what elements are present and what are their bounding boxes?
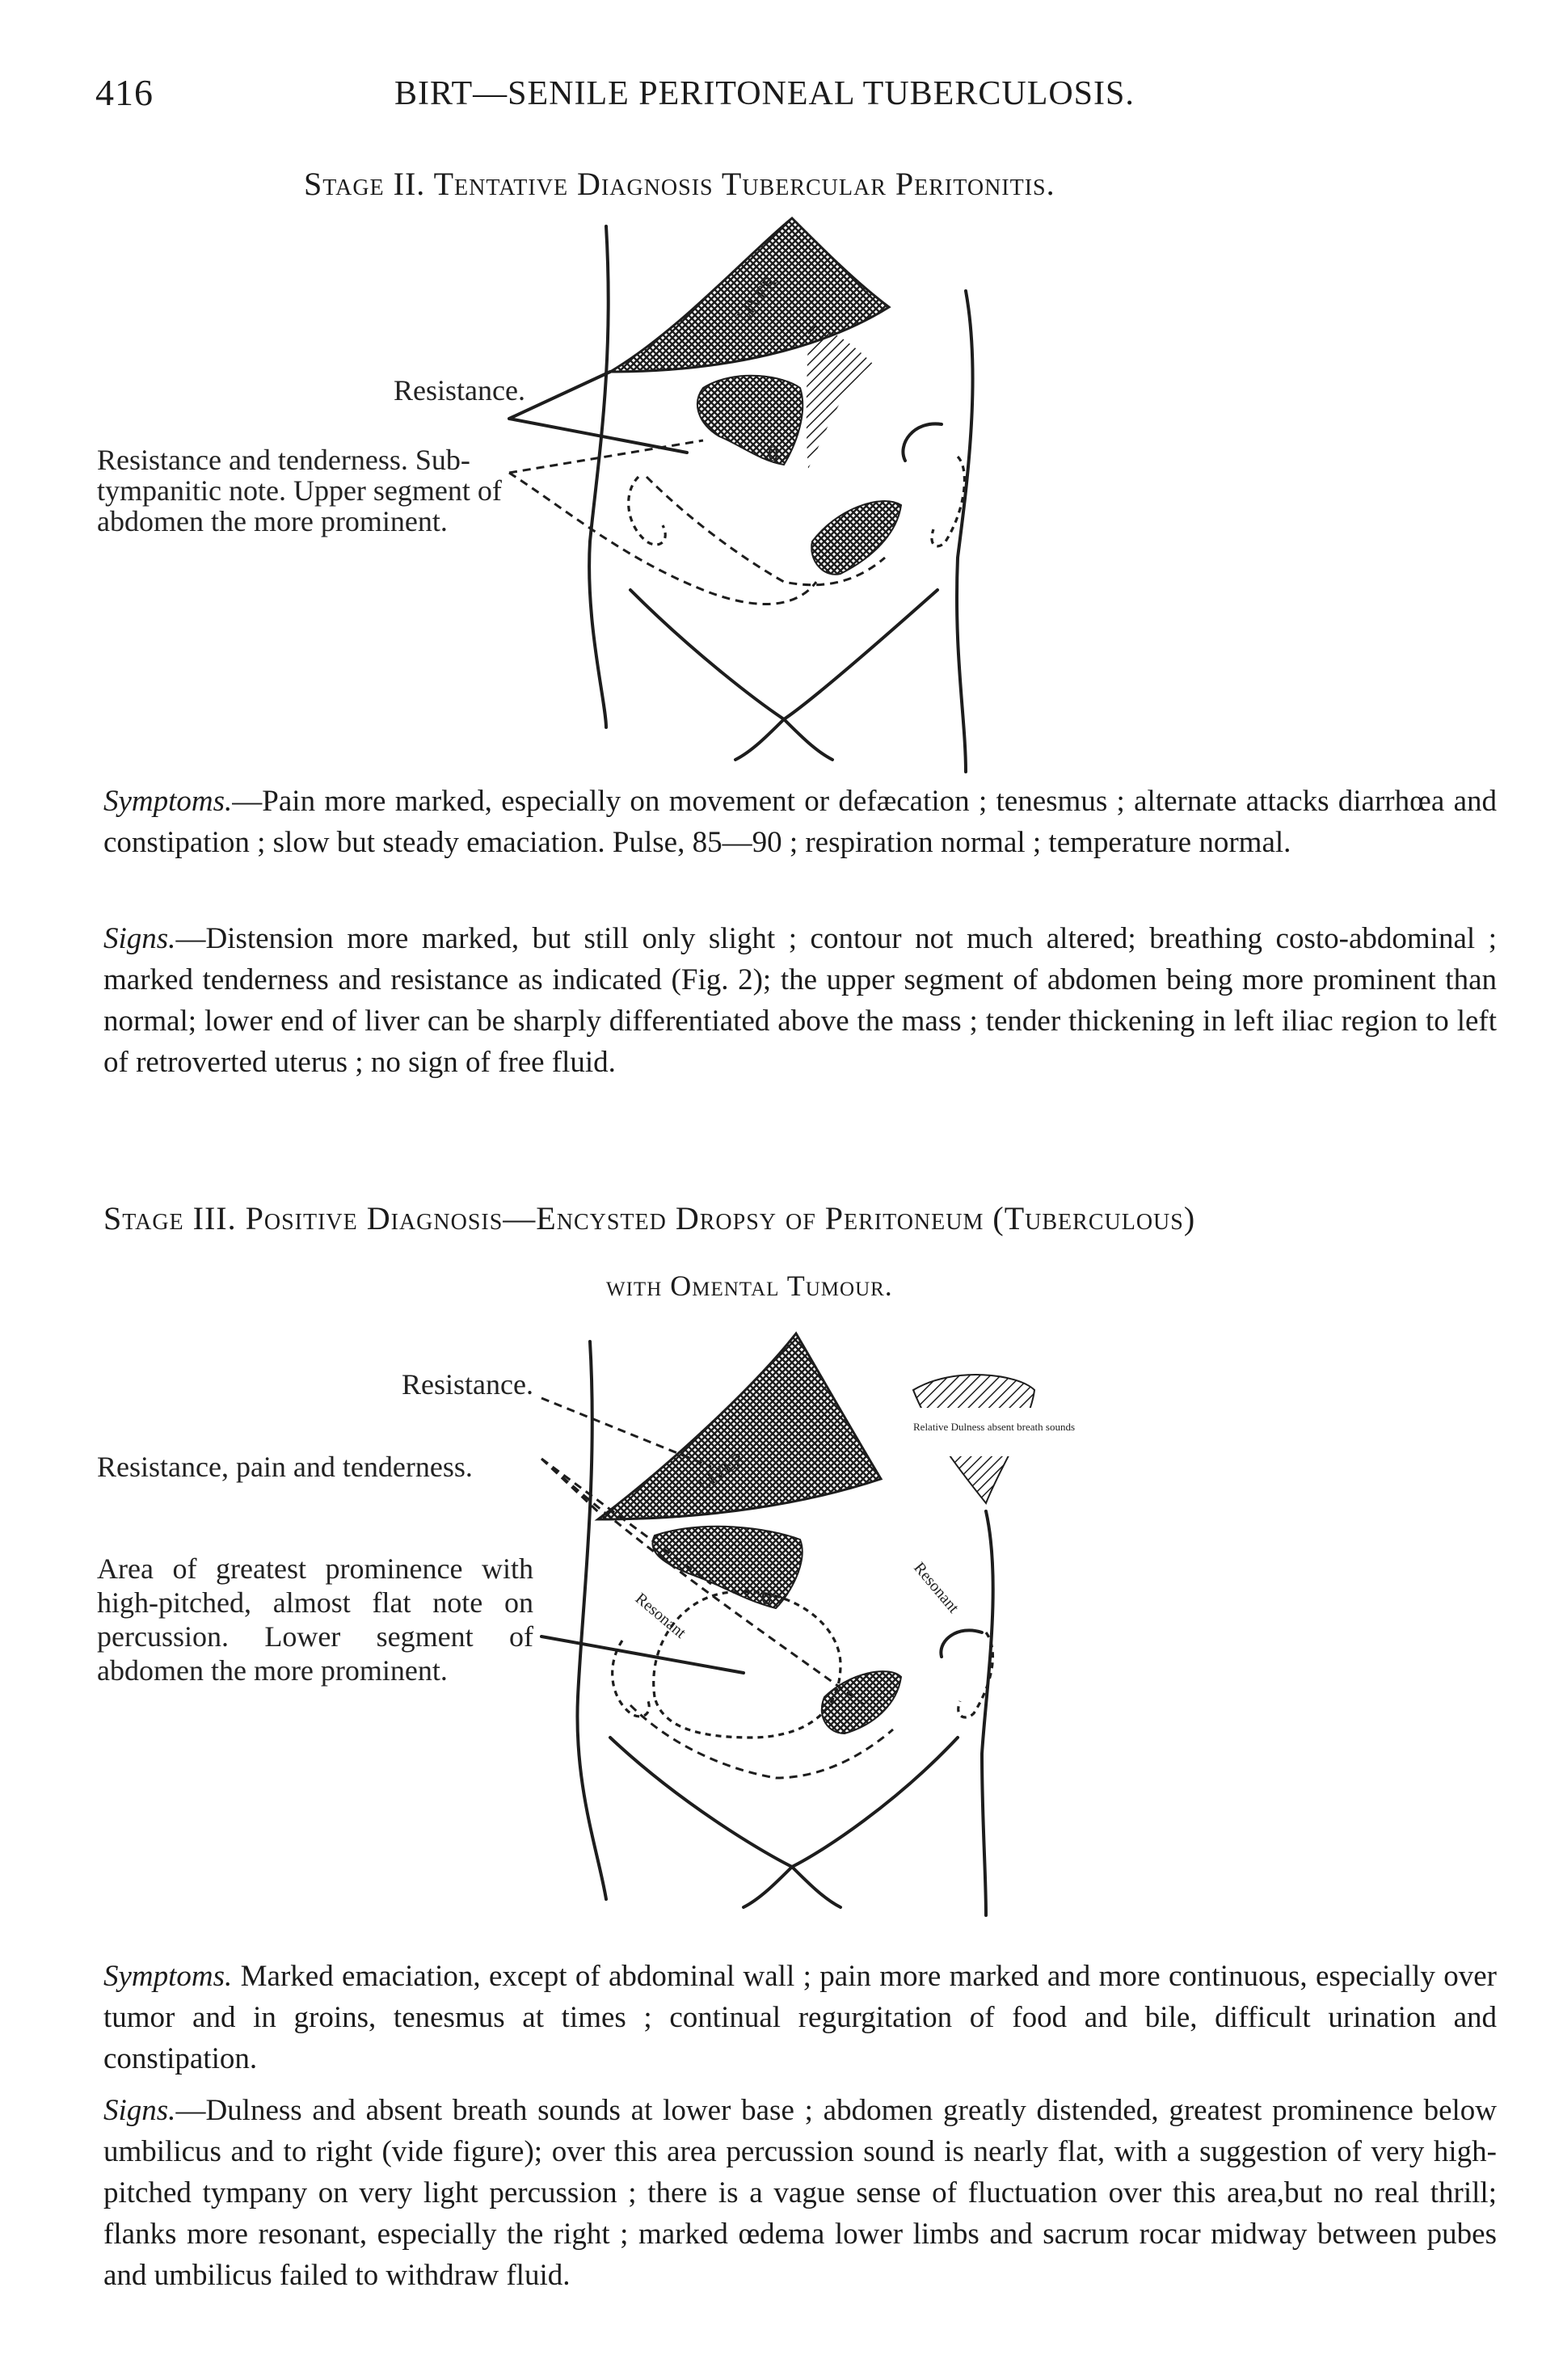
stage2-symptoms-lead: Symptoms. [103,785,233,818]
stage2-abdomen-figure [517,202,1043,784]
torso-left-outline [589,226,609,727]
stage3-symptoms-lead: Symptoms. [103,1960,233,1993]
stage2-signs-text: —Distension more marked, but still only slight ; contour not much altered; breathing costo-abdominal ; marked tenderness and resistance as indicated (Fig. 2); the upper segment of abdomen being more prominent than normal; lower end of liver can be sharply differentiated above the mass ; tender thickening in left iliac region to left of retroverted uterus ; no sign of free fluid. [103,922,1497,1079]
right-iliac-crest [903,423,942,461]
right-hatched-wedge [807,323,873,469]
resonant-right-label: Resonant [910,1559,963,1617]
pointer-tenderness [509,440,703,473]
lower-mass-area [811,501,901,575]
running-header [95,71,1502,128]
lung-note-label: Relative Dulness absent breath sounds [913,1421,1076,1433]
torso-right-outline [982,1511,993,1915]
left-iliac-dotted [629,477,666,545]
pointer-lower [509,473,816,604]
liver-label: LIVER [693,1447,748,1495]
cyst-outline [654,1592,840,1738]
stage3-signs-text: —Dulness and absent breath sounds at lower base ; abdomen greatly distended, greatest prominence below umbilicus and to right (vide figure); over this area percussion sound is nearly flat, with a suggestion of very high-pitched tympany on very light percussion ; there is a vague sense of fluctuation over this area,but no real thrill; flanks more resonant, especially the right ; marked œdema lower limbs and sacrum rocar midway between pubes and umbilicus failed to withdraw fluid. [103,2094,1497,2292]
pointer-prominence [541,1637,744,1673]
stage2-signs-lead: Signs. [103,922,176,955]
crotch-lines [735,719,832,760]
running-title: BIRT—SENILE PERITONEAL TUBERCULOSIS. [394,75,1135,112]
stage2-signs-paragraph [103,918,1497,1083]
stage2-label-resistance: Resistance. [394,374,525,406]
resistance-mass-area [697,376,803,465]
umbilicus-mark: 0 [768,442,778,465]
groin-outline [630,590,937,719]
stage2-heading: Stage II. Tentative Diagnosis Tubercular Peritonitis. [304,166,1055,202]
stage3-symptoms-paragraph [103,1956,1497,2079]
stage3-label-resistance: Resistance. [402,1368,533,1401]
stage3-label-prominence: Area of greatest prominence with high-pitched, almost flat note on percussion. Lower segment of abdomen the more prominent. [97,1552,533,1687]
umbilicus-mark: 0 [761,1586,772,1609]
stage3-abdomen-figure [533,1317,1099,1931]
right-iliac-crest [941,1630,982,1657]
liver-area [598,1333,881,1519]
stage3-heading-line1: Stage III. Positive Diagnosis—Encysted Dropsy of Peritoneum (Tuberculous) [103,1200,1196,1236]
liver-label: LIVER [732,272,781,326]
crotch-lines [744,1867,840,1907]
stage3-label-resistance-pain: Resistance, pain and tenderness. [97,1451,473,1483]
stage2-symptoms-text: —Pain more marked, especially on movement or defæcation ; tenesmus ; alternate attacks diarrhœa and constipation ; slow but steady emaciation. Pulse, 85—90 ; respiration normal ; temperature normal. [103,785,1497,859]
stage3-symptoms-text: Marked emaciation, except of abdominal wall ; pain more marked and more continuous, especially over tumor and in groins, tenesmus at times ; continual regurgitation of food and bile, difficult urination and constipation. [103,1960,1497,2075]
pointer-resistance [541,1398,711,1467]
resonant-left-label: Resonant [631,1589,689,1642]
torso-right-outline [957,291,973,772]
stage2-symptoms-paragraph [103,781,1497,863]
groin-outline [610,1738,958,1867]
stage2-label-resistance-tenderness: Resistance and tenderness. Sub-tympanitic note. Upper segment of abdomen the more prominent. [97,444,502,537]
torso-left-outline [577,1342,606,1899]
stage3-heading-line2: with Omental Tumour. [606,1270,893,1302]
stage3-signs-lead: Signs. [103,2094,176,2127]
page-number: 416 [95,72,154,113]
pointer-resistance [509,372,687,453]
stage3-signs-paragraph [103,2090,1497,2296]
